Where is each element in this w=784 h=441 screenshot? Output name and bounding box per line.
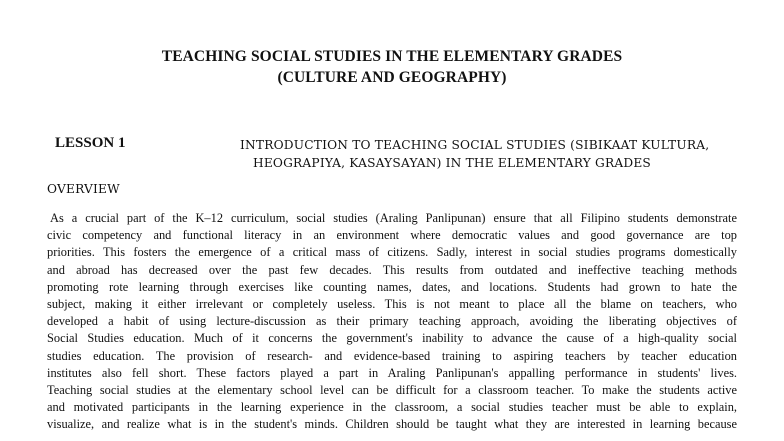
section-heading-overview: OVERVIEW (47, 182, 120, 196)
document-title-line-1: TEACHING SOCIAL STUDIES IN THE ELEMENTARY GRADES (161, 48, 623, 65)
paragraph-line: institutes also fell short. These factors played a part in Araling Panlipunan's appalling performance in students' lives. (47, 365, 737, 380)
lesson-number: LESSON 1 (55, 135, 126, 151)
paragraph-line: As a crucial part of the K–12 curriculum, social studies (Araling Panlipunan) ensure that all Filipino students demonstrate (50, 211, 737, 225)
paragraph-line: visualize, and realize what is in the student's minds. Children should be taught what they are interested in learning because (47, 417, 737, 432)
paragraph-line: civic competency and functional literacy in an environment where democratic values and good governance are top (47, 228, 737, 243)
paragraph-line: promoting rote learning through exercises like counting names, dates, and locations. Students had grown to hate the (47, 279, 737, 294)
document-title-line-2: (CULTURE AND GEOGRAPHY) (277, 69, 507, 86)
paragraph-line: and motivated participants in the learning experience in the classroom, a social studies teacher must be able to explain, (47, 400, 737, 415)
paragraph-line: developed a habit of using lecture-discussion as their primary teaching approach, avoiding the liberating objectives of (47, 314, 737, 329)
paragraph-line: priorities. This fosters the emergence of a critical mass of citizens. Sadly, interest in social studies programs domestically (47, 245, 737, 260)
paragraph-line: Teaching social studies at the elementary school level can be difficult for a classroom teacher. To make the students active (47, 382, 737, 397)
paragraph-line: studies education. The provision of research- and evidence-based training to aspiring teachers by teacher education (47, 348, 737, 363)
paragraph-line: subject, making it either irrelevant or completely useless. This is not meant to place all the blame on teachers, who (47, 296, 737, 311)
paragraph-line: and abroad has decreased over the past few decades. This results from outdated and ineffective teaching methods (47, 262, 737, 277)
lesson-title-line-1: INTRODUCTION TO TEACHING SOCIAL STUDIES (SIBIKAAT KULTURA, (240, 138, 710, 152)
overview-paragraph (47, 210, 737, 433)
lesson-title-line-2: HEOGRAPIYA, KASAYSAYAN) IN THE ELEMENTARY GRADES (253, 156, 651, 170)
paragraph-line: Social Studies education. Much of it concerns the government's inability to advance the cause of a high-quality social (47, 331, 737, 346)
